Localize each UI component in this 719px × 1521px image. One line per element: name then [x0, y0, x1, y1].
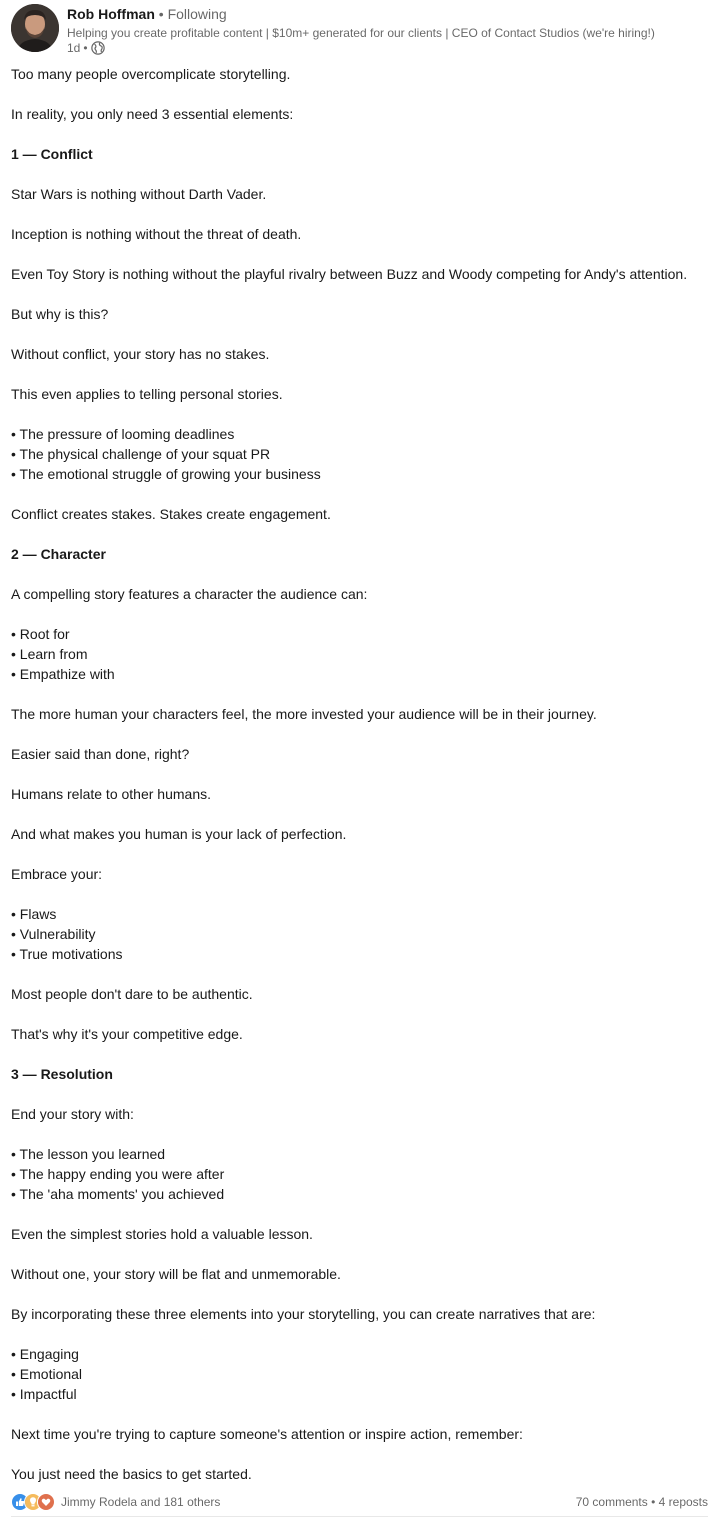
- reactions-summary[interactable]: [11, 1493, 220, 1511]
- character-list: [11, 624, 711, 684]
- post-paragraph: Even the simplest stories hold a valuable lesson.: [11, 1226, 313, 1242]
- post-paragraph: Most people don't dare to be authentic.: [11, 986, 253, 1002]
- love-icon: [37, 1493, 55, 1511]
- post-paragraph: In reality, you only need 3 essential elements:: [11, 106, 294, 122]
- post-paragraph: End your story with:: [11, 1106, 134, 1122]
- list-item: • Emotional: [11, 1366, 83, 1382]
- list-item: • Learn from: [11, 646, 88, 662]
- post-paragraph: Too many people overcomplicate storytelling.: [11, 66, 291, 82]
- comments-count[interactable]: 70 comments: [575, 1495, 648, 1509]
- post-paragraph: And what makes you human is your lack of perfection.: [11, 826, 347, 842]
- post-paragraph: Without one, your story will be flat and unmemorable.: [11, 1266, 341, 1282]
- post-paragraph: Humans relate to other humans.: [11, 786, 211, 802]
- post-time: 1d: [67, 41, 81, 55]
- list-item: • The 'aha moments' you achieved: [11, 1186, 225, 1202]
- post-header: [0, 0, 719, 60]
- post-body: [11, 64, 711, 1504]
- list-item: • Vulnerability: [11, 926, 96, 942]
- list-item: • The lesson you learned: [11, 1146, 166, 1162]
- author-avatar[interactable]: [11, 4, 59, 52]
- post-paragraph: This even applies to telling personal stories.: [11, 386, 283, 402]
- list-item: • Empathize with: [11, 666, 115, 682]
- social-counts: [11, 1493, 708, 1511]
- list-item: • The happy ending you were after: [11, 1166, 225, 1182]
- post-paragraph: Conflict creates stakes. Stakes create engagement.: [11, 506, 331, 522]
- post-paragraph: You just need the basics to get started.: [11, 1466, 252, 1482]
- list-item: • Flaws: [11, 906, 57, 922]
- resolution-list: [11, 1144, 711, 1204]
- post-paragraph: Embrace your:: [11, 866, 103, 882]
- reactions-count[interactable]: Jimmy Rodela and 181 others: [61, 1495, 221, 1509]
- author-headline: Helping you create profitable content | $10m+ generated for our clients | CEO of Contact Studios (we're hiring!): [67, 26, 655, 40]
- list-item: • Root for: [11, 626, 70, 642]
- author-name[interactable]: Rob Hoffman: [67, 6, 155, 22]
- post-time-separator: •: [83, 41, 88, 55]
- author-line: [67, 5, 227, 24]
- reposts-count[interactable]: 4 reposts: [658, 1495, 708, 1509]
- post-paragraph: Easier said than done, right?: [11, 746, 190, 762]
- post-paragraph: Even Toy Story is nothing without the playful rivalry between Buzz and Woody competing for Andy's attention.: [11, 266, 688, 282]
- narrative-list: [11, 1344, 711, 1404]
- list-item: • The emotional struggle of growing your business: [11, 466, 321, 482]
- post-paragraph: By incorporating these three elements into your storytelling, you can create narratives that are:: [11, 1306, 596, 1322]
- post-paragraph: A compelling story features a character the audience can:: [11, 586, 368, 602]
- section-heading-conflict: 1 — Conflict: [11, 146, 93, 162]
- list-item: • Engaging: [11, 1346, 79, 1362]
- post-paragraph: Star Wars is nothing without Darth Vader.: [11, 186, 267, 202]
- section-heading-character: 2 — Character: [11, 546, 106, 562]
- post-paragraph: That's why it's your competitive edge.: [11, 1026, 243, 1042]
- author-separator: •: [158, 6, 164, 22]
- post-paragraph: Next time you're trying to capture someone's attention or inspire action, remember:: [11, 1426, 523, 1442]
- post-paragraph: The more human your characters feel, the more invested your audience will be in their journey.: [11, 706, 597, 722]
- engagement-separator: •: [651, 1495, 656, 1509]
- globe-icon: [91, 41, 105, 55]
- post-paragraph: Inception is nothing without the threat of death.: [11, 226, 302, 242]
- section-heading-resolution: 3 — Resolution: [11, 1066, 113, 1082]
- embrace-list: [11, 904, 711, 964]
- post-paragraph: But why is this?: [11, 306, 109, 322]
- engagement-counts: [576, 1493, 708, 1511]
- list-item: • True motivations: [11, 946, 123, 962]
- post-paragraph: Without conflict, your story has no stakes.: [11, 346, 270, 362]
- divider: [11, 1516, 708, 1517]
- list-item: • Impactful: [11, 1386, 77, 1402]
- list-item: • The physical challenge of your squat PR: [11, 446, 271, 462]
- post-meta: [67, 40, 105, 56]
- conflict-list: [11, 424, 711, 484]
- follow-status: Following: [167, 6, 227, 22]
- list-item: • The pressure of looming deadlines: [11, 426, 235, 442]
